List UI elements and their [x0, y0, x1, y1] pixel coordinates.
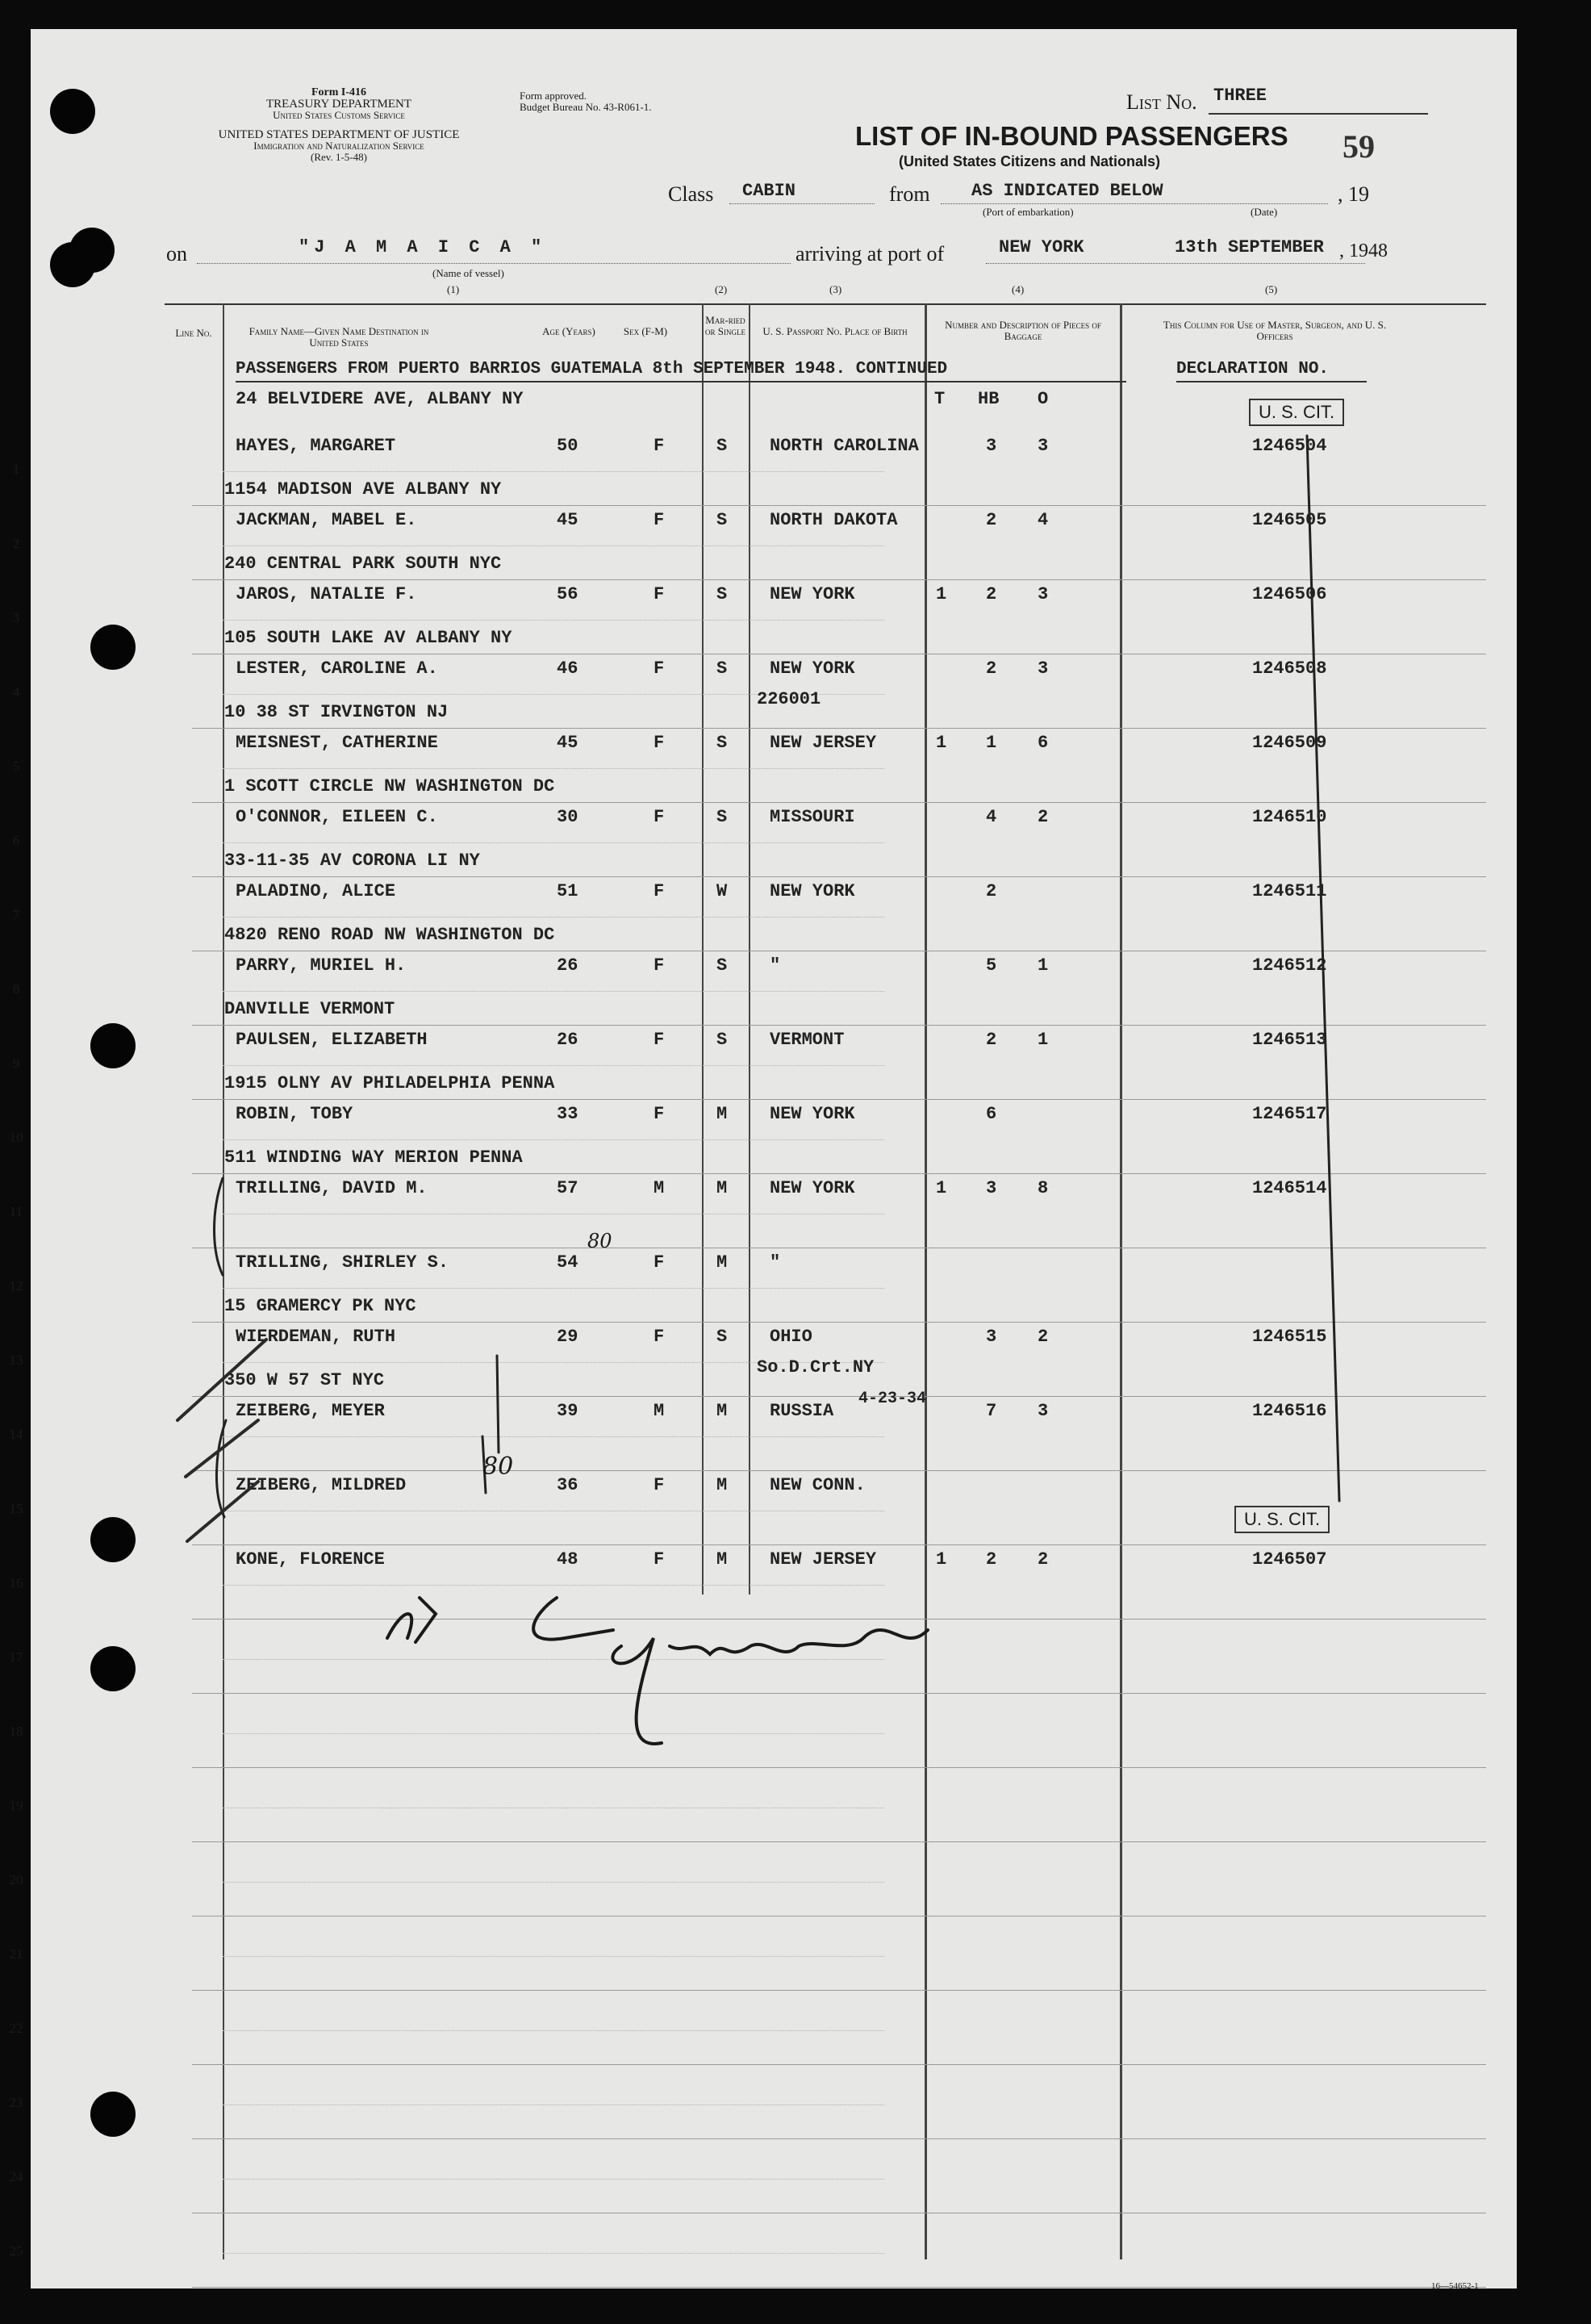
marital-status: S	[716, 1327, 728, 1347]
place-of-birth: NEW YORK	[770, 881, 855, 901]
line-number: 3	[12, 610, 20, 625]
line-number: 20	[9, 1872, 23, 1887]
col-num-5: (5)	[1265, 283, 1278, 295]
row-rule	[192, 505, 1486, 506]
passenger-name: MEISNEST, CATHERINE	[236, 733, 438, 753]
passenger-sex: F	[654, 1104, 665, 1124]
line-number: 13	[9, 1352, 23, 1368]
passenger-age: 45	[557, 510, 578, 530]
passenger-name: JAROS, NATALIE F.	[236, 584, 417, 604]
marital-status: W	[716, 881, 728, 901]
list-no-line	[1209, 113, 1428, 115]
passenger-sex: F	[654, 807, 665, 827]
line-number: 19	[9, 1798, 23, 1813]
baggage-trunks: 1	[936, 1549, 947, 1570]
row-rule	[192, 1173, 1486, 1174]
marital-status: M	[716, 1104, 728, 1124]
punch-hole	[69, 228, 115, 273]
row-rule	[223, 1139, 884, 1140]
line-number: 6	[12, 833, 20, 848]
us-citizen-stamp: U. S. CIT.	[1234, 1506, 1330, 1533]
row-rule	[223, 471, 884, 472]
passenger-sex: F	[654, 881, 665, 901]
declaration-number: 1246513	[1252, 1030, 1327, 1050]
handwritten-age-note: 80	[587, 1230, 612, 1252]
destination-address: 1915 OLNY AV PHILADELPHIA PENNA	[224, 1073, 555, 1093]
from-line	[941, 203, 1328, 204]
row-rule	[192, 728, 1486, 729]
passenger-sex: F	[654, 584, 665, 604]
marital-status: M	[716, 1401, 728, 1421]
marital-status: S	[716, 584, 728, 604]
vessel-name: "J A M A I C A "	[299, 237, 547, 257]
passenger-age: 46	[557, 658, 578, 679]
passenger-name: KONE, FLORENCE	[236, 1549, 385, 1570]
line-number: 8	[12, 981, 20, 997]
baggage-other: 3	[1038, 658, 1049, 679]
declaration-number: 1246506	[1252, 584, 1327, 604]
col-header-line: Line No.	[175, 327, 212, 339]
place-of-birth: RUSSIA	[770, 1401, 834, 1421]
row-rule	[192, 876, 1486, 877]
form-title: LIST OF IN-BOUND PASSENGERS	[855, 121, 1288, 151]
budget-label: Budget Bureau No. 43-R061-1.	[520, 101, 652, 113]
row-rule	[223, 1956, 884, 1957]
col-header-married: Mar-ried or Single	[705, 314, 745, 337]
passenger-sex: F	[654, 733, 665, 753]
section-header: PASSENGERS FROM PUERTO BARRIOS GUATEMALA 8th SEPTEMBER 1948. CONTINUED	[236, 360, 948, 378]
declaration-number: 1246507	[1252, 1549, 1327, 1570]
place-of-birth: NEW JERSEY	[770, 1549, 877, 1570]
row-rule	[192, 1025, 1486, 1026]
baggage-handbags: 5	[986, 955, 997, 976]
from-label: from	[889, 182, 930, 206]
baggage-other: 2	[1038, 807, 1049, 827]
place-of-birth: "	[770, 1252, 781, 1273]
footer-code: 16—54652-1	[1431, 2281, 1479, 2291]
baggage-other: 1	[1038, 955, 1049, 976]
col-divider-passport	[925, 303, 927, 2259]
naturalization-date: 4-23-34	[858, 1390, 927, 1408]
line-number: 5	[12, 759, 20, 774]
baggage-other: 2	[1038, 1549, 1049, 1570]
marital-status: M	[716, 1252, 728, 1273]
passenger-age: 39	[557, 1401, 578, 1421]
marital-status: S	[716, 807, 728, 827]
declaration-number: 1246516	[1252, 1401, 1327, 1421]
line-number: 7	[12, 907, 20, 922]
marital-status: S	[716, 1030, 728, 1050]
place-of-birth: NEW YORK	[770, 1104, 855, 1124]
row-rule	[223, 1733, 884, 1734]
passenger-age: 33	[557, 1104, 578, 1124]
line-number: 10	[9, 1130, 23, 1145]
passenger-name: ROBIN, TOBY	[236, 1104, 353, 1124]
line-number: 1	[12, 462, 20, 477]
row-rule	[192, 2138, 1486, 2139]
list-no-label: List No.	[1126, 90, 1197, 114]
col-header-passport: U. S. Passport No. Place of Birth	[762, 325, 908, 337]
passenger-age: 36	[557, 1475, 578, 1495]
baggage-header-t: T	[934, 389, 946, 409]
marital-status: S	[716, 955, 728, 976]
row-rule	[192, 1767, 1486, 1768]
arrival-date: 13th SEPTEMBER	[1175, 237, 1324, 257]
marital-status: S	[716, 510, 728, 530]
line-number: 25	[9, 2243, 23, 2259]
declaration-number: 1246505	[1252, 510, 1327, 530]
passenger-name: PALADINO, ALICE	[236, 881, 396, 901]
declaration-header: DECLARATION NO.	[1176, 360, 1330, 378]
row-rule	[192, 1470, 1486, 1471]
row-rule	[223, 1065, 884, 1066]
row-rule	[192, 1841, 1486, 1842]
line-number: 22	[9, 2021, 23, 2036]
passenger-name: ZEIBERG, MEYER	[236, 1401, 385, 1421]
passenger-name: PAULSEN, ELIZABETH	[236, 1030, 428, 1050]
place-of-birth: MISSOURI	[770, 807, 855, 827]
passenger-name: LESTER, CAROLINE A.	[236, 658, 438, 679]
declaration-number: 1246517	[1252, 1104, 1327, 1124]
baggage-handbags: 1	[986, 733, 997, 753]
row-rule	[223, 1288, 884, 1289]
baggage-other: 3	[1038, 584, 1049, 604]
passenger-age: 50	[557, 436, 578, 456]
declaration-number: 1246512	[1252, 955, 1327, 976]
approved-label: Form approved.	[520, 90, 587, 102]
baggage-handbags: 2	[986, 584, 997, 604]
passenger-age: 56	[557, 584, 578, 604]
baggage-handbags: 3	[986, 436, 997, 456]
destination-address: 105 SOUTH LAKE AV ALBANY NY	[224, 628, 512, 648]
line-number: 4	[12, 684, 20, 700]
destination-address: 1 SCOTT CIRCLE NW WASHINGTON DC	[224, 776, 555, 796]
passenger-name: TRILLING, DAVID M.	[236, 1178, 428, 1198]
passenger-age: 26	[557, 955, 578, 976]
treasury-label: TREASURY DEPARTMENT	[265, 98, 412, 111]
row-rule	[223, 2030, 884, 2031]
class-line	[729, 203, 875, 204]
year-prefix: , 19	[1338, 182, 1369, 206]
marital-status: M	[716, 1178, 728, 1198]
passenger-sex: M	[654, 1178, 665, 1198]
place-of-birth: NEW YORK	[770, 658, 855, 679]
row-rule	[223, 2253, 884, 2254]
destination-address: 10 38 ST IRVINGTON NJ	[224, 702, 449, 722]
punch-hole	[90, 1646, 136, 1691]
baggage-handbags: 3	[986, 1178, 997, 1198]
row-rule	[223, 768, 884, 769]
passenger-sex: F	[654, 1252, 665, 1273]
baggage-other: 3	[1038, 1401, 1049, 1421]
passenger-age: 57	[557, 1178, 578, 1198]
approval-block	[520, 90, 652, 113]
passport-number: 226001	[757, 689, 821, 709]
declaration-underline	[1176, 381, 1367, 382]
row-rule	[223, 2179, 884, 2180]
col-header-age: Age (Years)	[542, 325, 595, 337]
passenger-name: JACKMAN, MABEL E.	[236, 510, 417, 530]
list-no-value: THREE	[1213, 86, 1267, 106]
place-of-birth: NEW CONN.	[770, 1475, 866, 1495]
justice-label: UNITED STATES DEPARTMENT OF JUSTICE	[218, 128, 460, 141]
arrival-year: , 1948	[1339, 240, 1388, 261]
table-top-border	[165, 303, 1486, 305]
baggage-handbags: 2	[986, 1549, 997, 1570]
declaration-number: 1246504	[1252, 436, 1327, 456]
place-of-birth: OHIO	[770, 1327, 812, 1347]
passenger-age: 45	[557, 733, 578, 753]
destination-address: 15 GRAMERCY PK NYC	[224, 1296, 416, 1316]
baggage-trunks: 1	[936, 733, 947, 753]
line-number: 14	[9, 1427, 23, 1442]
passenger-sex: F	[654, 1475, 665, 1495]
passenger-age: 48	[557, 1549, 578, 1570]
punch-hole	[90, 1023, 136, 1068]
passenger-age: 51	[557, 881, 578, 901]
col-header-master: This Column for Use of Master, Surgeon, and U. S. Officers	[1163, 319, 1387, 342]
row-rule	[192, 1396, 1486, 1397]
passport-number: So.D.Crt.NY	[757, 1357, 875, 1377]
header-left	[161, 87, 516, 163]
place-of-birth: VERMONT	[770, 1030, 845, 1050]
customs-label: United States Customs Service	[273, 109, 405, 121]
baggage-trunks: 1	[936, 584, 947, 604]
row-rule	[192, 1693, 1486, 1694]
vessel-line	[197, 263, 791, 264]
row-rule	[192, 579, 1486, 580]
line-number: 2	[12, 536, 20, 551]
baggage-other: 2	[1038, 1327, 1049, 1347]
marital-status: M	[716, 1549, 728, 1570]
line-number: 23	[9, 2095, 23, 2110]
row-rule	[223, 1882, 884, 1883]
baggage-header-hb: HB	[978, 389, 1000, 409]
place-of-birth: NEW YORK	[770, 1178, 855, 1198]
passenger-name: HAYES, MARGARET	[236, 436, 396, 456]
ins-label: Immigration and Naturalization Service	[253, 140, 424, 152]
line-number: 17	[9, 1649, 23, 1665]
baggage-trunks: 1	[936, 1178, 947, 1198]
baggage-handbags: 2	[986, 881, 997, 901]
passenger-name: TRILLING, SHIRLEY S.	[236, 1252, 449, 1273]
punch-hole	[90, 1517, 136, 1562]
baggage-handbags: 2	[986, 510, 997, 530]
from-value: AS INDICATED BELOW	[971, 181, 1163, 201]
destination-address: 511 WINDING WAY MERION PENNA	[224, 1147, 523, 1168]
class-value: CABIN	[742, 181, 796, 201]
baggage-handbags: 6	[986, 1104, 997, 1124]
line-number: 16	[9, 1575, 23, 1590]
declaration-number: 1246510	[1252, 807, 1327, 827]
row-rule	[223, 991, 884, 992]
form-number: Form I-416	[311, 86, 367, 98]
line-number: 21	[9, 1946, 23, 1962]
passenger-sex: F	[654, 436, 665, 456]
row-rule	[192, 1990, 1486, 1991]
row-rule	[223, 842, 884, 843]
row-rule	[223, 545, 884, 546]
declaration-number: 1246511	[1252, 881, 1327, 901]
port-caption: (Port of embarkation)	[983, 206, 1074, 218]
marital-status: S	[716, 436, 728, 456]
line-number: 12	[9, 1278, 23, 1294]
passenger-sex: F	[654, 510, 665, 530]
place-of-birth: NEW YORK	[770, 584, 855, 604]
form-subtitle: (United States Citizens and Nationals)	[899, 153, 1161, 169]
passenger-age: 26	[557, 1030, 578, 1050]
place-of-birth: NEW JERSEY	[770, 733, 877, 753]
class-label: Class	[668, 182, 714, 206]
baggage-header-o: O	[1038, 389, 1049, 409]
col-divider-age	[702, 303, 704, 1595]
arriving-label: arriving at port of	[796, 242, 945, 265]
passenger-age: 30	[557, 807, 578, 827]
destination-address: 33-11-35 AV CORONA LI NY	[224, 851, 480, 871]
destination-address: 240 CENTRAL PARK SOUTH NYC	[224, 554, 502, 574]
baggage-other: 4	[1038, 510, 1049, 530]
row-rule	[192, 1619, 1486, 1620]
destination-address: 4820 RENO ROAD NW WASHINGTON DC	[224, 925, 555, 945]
vessel-caption: (Name of vessel)	[432, 267, 504, 279]
col-num-4: (4)	[1012, 283, 1025, 295]
row-rule	[223, 620, 884, 621]
line-number: 24	[9, 2169, 23, 2184]
baggage-handbags: 3	[986, 1327, 997, 1347]
col-header-baggage: Number and Description of Pieces of Baggage	[945, 319, 1101, 342]
row-rule	[192, 2287, 1486, 2288]
declaration-number: 1246514	[1252, 1178, 1327, 1198]
revision-label: (Rev. 1-5-48)	[311, 151, 367, 163]
row-rule	[223, 1659, 884, 1660]
port-line	[986, 263, 1365, 264]
place-of-birth: NORTH DAKOTA	[770, 510, 898, 530]
passenger-name: ZEIBERG, MILDRED	[236, 1475, 407, 1495]
passenger-age: 54	[557, 1252, 578, 1273]
col-num-1: (1)	[447, 283, 460, 295]
passenger-name: O'CONNOR, EILEEN C.	[236, 807, 438, 827]
baggage-other: 1	[1038, 1030, 1049, 1050]
row-rule	[192, 802, 1486, 803]
declaration-number: 1246515	[1252, 1327, 1327, 1347]
line-number: 9	[12, 1055, 20, 1071]
passenger-sex: F	[654, 1549, 665, 1570]
col-num-3: (3)	[829, 283, 842, 295]
punch-hole	[90, 2092, 136, 2137]
line-number: 18	[9, 1724, 23, 1739]
declaration-number: 1246508	[1252, 658, 1327, 679]
col-header-sex: Sex (F-M)	[623, 325, 668, 337]
declaration-number: 1246509	[1252, 733, 1327, 753]
place-of-birth: NORTH CAROLINA	[770, 436, 919, 456]
destination-address: DANVILLE VERMONT	[224, 999, 395, 1019]
destination-address: 1154 MADISON AVE ALBANY NY	[224, 479, 502, 499]
marital-status: S	[716, 658, 728, 679]
baggage-handbags: 2	[986, 1030, 997, 1050]
col-divider-sex	[749, 303, 750, 1595]
passenger-name: WIERDEMAN, RUTH	[236, 1327, 396, 1347]
col-divider-line	[223, 303, 224, 2259]
punch-hole	[90, 625, 136, 670]
passenger-age: 29	[557, 1327, 578, 1347]
page-number: 59	[1343, 128, 1375, 165]
baggage-handbags: 7	[986, 1401, 997, 1421]
passenger-sex: F	[654, 1327, 665, 1347]
passenger-sex: F	[654, 1030, 665, 1050]
row-rule	[192, 2064, 1486, 2065]
first-address: 24 BELVIDERE AVE, ALBANY NY	[236, 389, 524, 409]
row-rule	[192, 1322, 1486, 1323]
marital-status: M	[716, 1475, 728, 1495]
destination-address: 350 W 57 ST NYC	[224, 1370, 385, 1390]
baggage-other: 3	[1038, 436, 1049, 456]
us-citizen-stamp: U. S. CIT.	[1249, 399, 1344, 426]
baggage-handbags: 2	[986, 658, 997, 679]
on-label: on	[166, 242, 187, 265]
place-of-birth: "	[770, 955, 781, 976]
line-number: 15	[9, 1501, 23, 1516]
row-rule	[192, 1544, 1486, 1545]
row-rule	[192, 1099, 1486, 1100]
col-divider-baggage	[1120, 303, 1122, 2259]
punch-hole	[50, 89, 95, 134]
row-rule	[223, 1585, 884, 1586]
baggage-other: 6	[1038, 733, 1049, 753]
row-rule	[223, 1436, 884, 1437]
marital-status: S	[716, 733, 728, 753]
baggage-other: 8	[1038, 1178, 1049, 1198]
col-num-2: (2)	[715, 283, 728, 295]
passenger-sex: F	[654, 658, 665, 679]
col-header-name: Family Name—Given Name Destination in United States	[248, 325, 429, 349]
line-number: 11	[9, 1204, 23, 1219]
passenger-name: PARRY, MURIEL H.	[236, 955, 407, 976]
section-underline	[236, 381, 1126, 382]
passenger-sex: M	[654, 1401, 665, 1421]
passenger-sex: F	[654, 955, 665, 976]
arrival-port: NEW YORK	[999, 237, 1084, 257]
baggage-handbags: 4	[986, 807, 997, 827]
date-caption: (Date)	[1251, 206, 1278, 218]
handwritten-side-note: 80	[482, 1452, 514, 1481]
